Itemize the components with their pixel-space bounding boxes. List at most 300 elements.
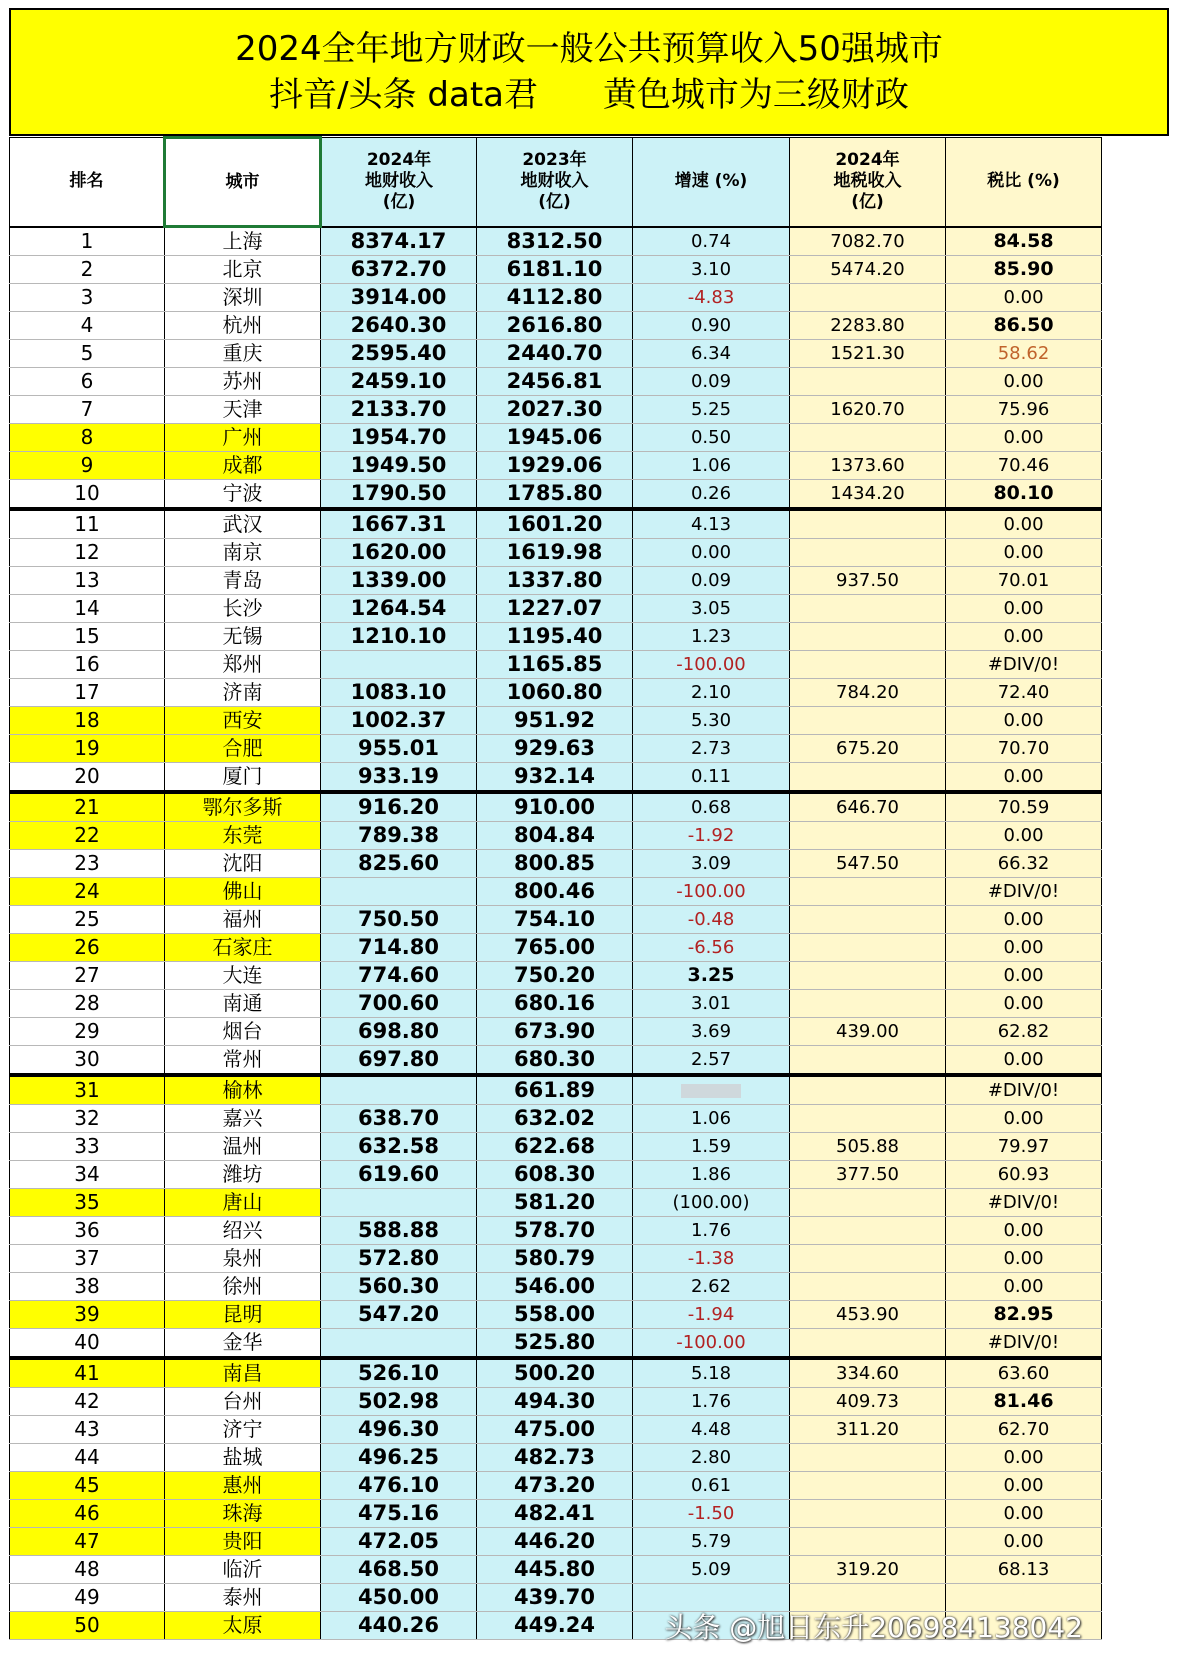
cell-revenue-2023[interactable]: 2616.80 (477, 312, 633, 340)
cell-city[interactable]: 苏州 (165, 368, 321, 396)
cell-revenue-2023[interactable]: 800.85 (477, 850, 633, 878)
cell-rank[interactable]: 43 (10, 1416, 165, 1444)
cell-rank[interactable]: 12 (10, 539, 165, 567)
cell-tax-2024[interactable] (790, 962, 946, 990)
cell-city[interactable]: 唐山 (165, 1189, 321, 1217)
cell-revenue-2023[interactable]: 608.30 (477, 1161, 633, 1189)
cell-rank[interactable]: 11 (10, 509, 165, 539)
cell-growth[interactable]: 5.30 (633, 707, 790, 735)
cell-tax-2024[interactable] (790, 1217, 946, 1245)
cell-rank[interactable]: 32 (10, 1105, 165, 1133)
cell-revenue-2024[interactable]: 1083.10 (321, 679, 477, 707)
cell-revenue-2023[interactable]: 804.84 (477, 822, 633, 850)
cell-revenue-2023[interactable]: 622.68 (477, 1133, 633, 1161)
cell-revenue-2024[interactable] (321, 1189, 477, 1217)
cell-revenue-2024[interactable]: 526.10 (321, 1358, 477, 1388)
cell-tax-ratio[interactable]: 0.00 (946, 962, 1102, 990)
cell-tax-ratio[interactable]: 0.00 (946, 934, 1102, 962)
cell-tax-2024[interactable] (790, 1245, 946, 1273)
cell-revenue-2024[interactable]: 476.10 (321, 1472, 477, 1500)
cell-tax-ratio[interactable]: 0.00 (946, 707, 1102, 735)
cell-rank[interactable]: 10 (10, 480, 165, 510)
header-city[interactable]: 城市 (165, 138, 321, 227)
cell-city[interactable]: 榆林 (165, 1075, 321, 1105)
cell-revenue-2024[interactable]: 547.20 (321, 1301, 477, 1329)
cell-rank[interactable]: 24 (10, 878, 165, 906)
header-tax-ratio[interactable]: 税比 (%) (946, 138, 1102, 227)
cell-tax-ratio[interactable]: 0.00 (946, 509, 1102, 539)
cell-tax-ratio[interactable]: 0.00 (946, 1273, 1102, 1301)
cell-rank[interactable]: 45 (10, 1472, 165, 1500)
cell-revenue-2023[interactable]: 558.00 (477, 1301, 633, 1329)
cell-tax-ratio[interactable]: 0.00 (946, 822, 1102, 850)
cell-city[interactable]: 深圳 (165, 284, 321, 312)
cell-tax-2024[interactable] (790, 651, 946, 679)
cell-tax-2024[interactable] (790, 284, 946, 312)
cell-rank[interactable]: 31 (10, 1075, 165, 1105)
cell-city[interactable]: 温州 (165, 1133, 321, 1161)
cell-tax-ratio[interactable]: 81.46 (946, 1388, 1102, 1416)
cell-rank[interactable]: 8 (10, 424, 165, 452)
cell-growth[interactable]: 3.01 (633, 990, 790, 1018)
cell-city[interactable]: 无锡 (165, 623, 321, 651)
cell-tax-2024[interactable] (790, 424, 946, 452)
cell-revenue-2024[interactable]: 1949.50 (321, 452, 477, 480)
cell-revenue-2024[interactable]: 632.58 (321, 1133, 477, 1161)
cell-tax-ratio[interactable]: 0.00 (946, 1046, 1102, 1076)
cell-tax-2024[interactable]: 1521.30 (790, 340, 946, 368)
cell-city[interactable]: 济南 (165, 679, 321, 707)
cell-tax-ratio[interactable]: 62.82 (946, 1018, 1102, 1046)
cell-revenue-2024[interactable]: 3914.00 (321, 284, 477, 312)
cell-revenue-2023[interactable]: 929.63 (477, 735, 633, 763)
cell-tax-ratio[interactable]: 85.90 (946, 256, 1102, 284)
cell-city[interactable]: 珠海 (165, 1500, 321, 1528)
cell-revenue-2024[interactable]: 1339.00 (321, 567, 477, 595)
cell-revenue-2023[interactable]: 6181.10 (477, 256, 633, 284)
cell-city[interactable]: 绍兴 (165, 1217, 321, 1245)
cell-growth[interactable]: 1.06 (633, 452, 790, 480)
cell-tax-2024[interactable] (790, 1500, 946, 1528)
cell-tax-ratio[interactable]: 62.70 (946, 1416, 1102, 1444)
cell-tax-2024[interactable]: 377.50 (790, 1161, 946, 1189)
cell-revenue-2023[interactable]: 1195.40 (477, 623, 633, 651)
cell-revenue-2024[interactable]: 468.50 (321, 1556, 477, 1584)
cell-tax-ratio[interactable]: 0.00 (946, 539, 1102, 567)
cell-revenue-2024[interactable]: 933.19 (321, 763, 477, 793)
cell-rank[interactable]: 25 (10, 906, 165, 934)
cell-city[interactable]: 济宁 (165, 1416, 321, 1444)
cell-tax-ratio[interactable]: 86.50 (946, 312, 1102, 340)
cell-tax-ratio[interactable]: 80.10 (946, 480, 1102, 510)
cell-tax-2024[interactable]: 311.20 (790, 1416, 946, 1444)
cell-tax-ratio[interactable]: 68.13 (946, 1556, 1102, 1584)
cell-revenue-2024[interactable]: 1620.00 (321, 539, 477, 567)
cell-rank[interactable]: 15 (10, 623, 165, 651)
cell-revenue-2023[interactable]: 800.46 (477, 878, 633, 906)
cell-revenue-2023[interactable]: 1929.06 (477, 452, 633, 480)
cell-rank[interactable]: 46 (10, 1500, 165, 1528)
cell-revenue-2024[interactable] (321, 878, 477, 906)
cell-revenue-2024[interactable]: 560.30 (321, 1273, 477, 1301)
cell-revenue-2024[interactable]: 789.38 (321, 822, 477, 850)
cell-revenue-2024[interactable]: 1002.37 (321, 707, 477, 735)
cell-revenue-2023[interactable]: 449.24 (477, 1612, 633, 1640)
cell-growth[interactable]: 1.86 (633, 1161, 790, 1189)
cell-growth[interactable]: 0.61 (633, 1472, 790, 1500)
cell-rank[interactable]: 27 (10, 962, 165, 990)
cell-rank[interactable]: 5 (10, 340, 165, 368)
cell-growth[interactable]: 1.23 (633, 623, 790, 651)
cell-tax-ratio[interactable]: 0.00 (946, 906, 1102, 934)
cell-tax-ratio[interactable]: 72.40 (946, 679, 1102, 707)
cell-city[interactable]: 天津 (165, 396, 321, 424)
cell-city[interactable]: 福州 (165, 906, 321, 934)
cell-city[interactable]: 厦门 (165, 763, 321, 793)
cell-revenue-2023[interactable]: 1227.07 (477, 595, 633, 623)
cell-revenue-2024[interactable]: 572.80 (321, 1245, 477, 1273)
cell-revenue-2024[interactable]: 8374.17 (321, 227, 477, 256)
cell-revenue-2024[interactable] (321, 651, 477, 679)
cell-rank[interactable]: 17 (10, 679, 165, 707)
cell-tax-ratio[interactable]: 0.00 (946, 623, 1102, 651)
cell-growth[interactable]: 5.09 (633, 1556, 790, 1584)
cell-tax-2024[interactable] (790, 822, 946, 850)
cell-growth[interactable]: 6.34 (633, 340, 790, 368)
cell-tax-2024[interactable]: 784.20 (790, 679, 946, 707)
cell-revenue-2023[interactable]: 525.80 (477, 1329, 633, 1359)
cell-tax-ratio[interactable]: 79.97 (946, 1133, 1102, 1161)
cell-tax-2024[interactable]: 7082.70 (790, 227, 946, 256)
cell-revenue-2024[interactable]: 825.60 (321, 850, 477, 878)
cell-revenue-2023[interactable]: 482.41 (477, 1500, 633, 1528)
cell-city[interactable]: 宁波 (165, 480, 321, 510)
cell-revenue-2024[interactable]: 496.30 (321, 1416, 477, 1444)
cell-rank[interactable]: 18 (10, 707, 165, 735)
cell-rank[interactable]: 2 (10, 256, 165, 284)
cell-growth[interactable]: -6.56 (633, 934, 790, 962)
cell-revenue-2023[interactable]: 578.70 (477, 1217, 633, 1245)
cell-growth[interactable]: -1.50 (633, 1500, 790, 1528)
cell-tax-2024[interactable] (790, 1105, 946, 1133)
cell-tax-ratio[interactable]: 0.00 (946, 1528, 1102, 1556)
cell-city[interactable]: 惠州 (165, 1472, 321, 1500)
cell-revenue-2024[interactable]: 502.98 (321, 1388, 477, 1416)
cell-revenue-2023[interactable]: 446.20 (477, 1528, 633, 1556)
cell-rank[interactable]: 35 (10, 1189, 165, 1217)
cell-tax-2024[interactable] (790, 763, 946, 793)
cell-growth[interactable]: 0.50 (633, 424, 790, 452)
cell-revenue-2024[interactable]: 1210.10 (321, 623, 477, 651)
cell-city[interactable]: 太原 (165, 1612, 321, 1640)
cell-tax-ratio[interactable]: 0.00 (946, 990, 1102, 1018)
cell-tax-ratio[interactable]: 70.46 (946, 452, 1102, 480)
cell-tax-2024[interactable]: 937.50 (790, 567, 946, 595)
cell-growth[interactable]: -1.92 (633, 822, 790, 850)
cell-rank[interactable]: 26 (10, 934, 165, 962)
cell-rank[interactable]: 19 (10, 735, 165, 763)
cell-tax-ratio[interactable]: #DIV/0! (946, 1329, 1102, 1359)
cell-growth[interactable]: -100.00 (633, 878, 790, 906)
cell-city[interactable]: 常州 (165, 1046, 321, 1076)
cell-city[interactable]: 佛山 (165, 878, 321, 906)
cell-tax-2024[interactable]: 505.88 (790, 1133, 946, 1161)
cell-revenue-2023[interactable]: 932.14 (477, 763, 633, 793)
cell-city[interactable]: 南昌 (165, 1358, 321, 1388)
cell-revenue-2024[interactable] (321, 1329, 477, 1359)
cell-growth[interactable]: -1.38 (633, 1245, 790, 1273)
cell-revenue-2023[interactable]: 475.00 (477, 1416, 633, 1444)
cell-growth[interactable]: -100.00 (633, 1329, 790, 1359)
cell-revenue-2024[interactable]: 714.80 (321, 934, 477, 962)
cell-revenue-2023[interactable]: 473.20 (477, 1472, 633, 1500)
cell-city[interactable]: 杭州 (165, 312, 321, 340)
cell-city[interactable]: 东莞 (165, 822, 321, 850)
cell-growth[interactable]: 0.09 (633, 368, 790, 396)
cell-growth[interactable]: 1.06 (633, 1105, 790, 1133)
cell-tax-ratio[interactable]: 0.00 (946, 1245, 1102, 1273)
cell-rank[interactable]: 42 (10, 1388, 165, 1416)
cell-revenue-2023[interactable]: 2456.81 (477, 368, 633, 396)
cell-revenue-2024[interactable]: 2595.40 (321, 340, 477, 368)
cell-revenue-2023[interactable]: 1337.80 (477, 567, 633, 595)
cell-city[interactable]: 盐城 (165, 1444, 321, 1472)
cell-growth[interactable]: 1.76 (633, 1217, 790, 1245)
cell-revenue-2024[interactable]: 750.50 (321, 906, 477, 934)
cell-revenue-2023[interactable]: 439.70 (477, 1584, 633, 1612)
cell-growth[interactable]: 1.59 (633, 1133, 790, 1161)
cell-tax-2024[interactable]: 1434.20 (790, 480, 946, 510)
cell-tax-2024[interactable]: 675.20 (790, 735, 946, 763)
cell-rank[interactable]: 39 (10, 1301, 165, 1329)
cell-revenue-2023[interactable]: 661.89 (477, 1075, 633, 1105)
cell-tax-2024[interactable] (790, 1329, 946, 1359)
cell-revenue-2024[interactable]: 6372.70 (321, 256, 477, 284)
cell-rank[interactable]: 13 (10, 567, 165, 595)
cell-tax-2024[interactable] (790, 1046, 946, 1076)
header-revenue-2024[interactable] (321, 138, 477, 227)
cell-growth[interactable]: 5.79 (633, 1528, 790, 1556)
cell-tax-ratio[interactable]: 0.00 (946, 1217, 1102, 1245)
cell-city[interactable]: 上海 (165, 227, 321, 256)
cell-tax-ratio[interactable]: 0.00 (946, 368, 1102, 396)
cell-revenue-2024[interactable]: 496.25 (321, 1444, 477, 1472)
cell-revenue-2023[interactable]: 4112.80 (477, 284, 633, 312)
cell-revenue-2023[interactable]: 500.20 (477, 1358, 633, 1388)
cell-growth[interactable]: -4.83 (633, 284, 790, 312)
cell-revenue-2024[interactable]: 1954.70 (321, 424, 477, 452)
cell-revenue-2023[interactable]: 1619.98 (477, 539, 633, 567)
cell-city[interactable]: 西安 (165, 707, 321, 735)
cell-revenue-2023[interactable]: 754.10 (477, 906, 633, 934)
cell-city[interactable]: 临沂 (165, 1556, 321, 1584)
cell-tax-ratio[interactable]: 84.58 (946, 227, 1102, 256)
cell-tax-ratio[interactable]: 60.93 (946, 1161, 1102, 1189)
cell-revenue-2023[interactable]: 482.73 (477, 1444, 633, 1472)
cell-city[interactable]: 重庆 (165, 340, 321, 368)
cell-tax-2024[interactable] (790, 509, 946, 539)
cell-tax-2024[interactable] (790, 368, 946, 396)
cell-rank[interactable]: 37 (10, 1245, 165, 1273)
cell-tax-2024[interactable] (790, 878, 946, 906)
cell-growth[interactable]: 3.10 (633, 256, 790, 284)
cell-rank[interactable]: 50 (10, 1612, 165, 1640)
cell-city[interactable]: 泰州 (165, 1584, 321, 1612)
cell-growth[interactable]: 4.48 (633, 1416, 790, 1444)
cell-growth[interactable]: 0.90 (633, 312, 790, 340)
cell-tax-ratio[interactable]: 0.00 (946, 424, 1102, 452)
cell-tax-ratio[interactable]: 63.60 (946, 1358, 1102, 1388)
cell-tax-2024[interactable] (790, 1444, 946, 1472)
header-tax-2024[interactable] (790, 138, 946, 227)
cell-rank[interactable]: 48 (10, 1556, 165, 1584)
cell-growth[interactable]: 0.74 (633, 227, 790, 256)
cell-growth[interactable]: 0.09 (633, 567, 790, 595)
cell-rank[interactable]: 38 (10, 1273, 165, 1301)
cell-tax-ratio[interactable]: 70.59 (946, 792, 1102, 822)
cell-growth[interactable]: 2.57 (633, 1046, 790, 1076)
cell-rank[interactable]: 33 (10, 1133, 165, 1161)
cell-growth[interactable]: -0.48 (633, 906, 790, 934)
cell-rank[interactable]: 14 (10, 595, 165, 623)
cell-tax-2024[interactable] (790, 595, 946, 623)
cell-city[interactable]: 沈阳 (165, 850, 321, 878)
cell-rank[interactable]: 16 (10, 651, 165, 679)
cell-tax-ratio[interactable]: 66.32 (946, 850, 1102, 878)
cell-city[interactable]: 长沙 (165, 595, 321, 623)
cell-tax-2024[interactable]: 409.73 (790, 1388, 946, 1416)
cell-tax-ratio[interactable]: 0.00 (946, 284, 1102, 312)
cell-revenue-2024[interactable]: 697.80 (321, 1046, 477, 1076)
cell-growth[interactable]: 2.80 (633, 1444, 790, 1472)
cell-city[interactable]: 北京 (165, 256, 321, 284)
cell-revenue-2024[interactable]: 1264.54 (321, 595, 477, 623)
cell-rank[interactable]: 6 (10, 368, 165, 396)
header-rank[interactable]: 排名 (10, 138, 165, 227)
cell-growth[interactable]: 3.69 (633, 1018, 790, 1046)
cell-tax-2024[interactable] (790, 1075, 946, 1105)
cell-rank[interactable]: 49 (10, 1584, 165, 1612)
cell-revenue-2024[interactable]: 588.88 (321, 1217, 477, 1245)
cell-tax-2024[interactable]: 334.60 (790, 1358, 946, 1388)
cell-city[interactable]: 合肥 (165, 735, 321, 763)
cell-revenue-2023[interactable]: 580.79 (477, 1245, 633, 1273)
cell-tax-2024[interactable]: 1620.70 (790, 396, 946, 424)
cell-tax-2024[interactable] (790, 707, 946, 735)
cell-rank[interactable]: 41 (10, 1358, 165, 1388)
cell-city[interactable]: 昆明 (165, 1301, 321, 1329)
cell-tax-ratio[interactable]: 0.00 (946, 1500, 1102, 1528)
cell-city[interactable]: 石家庄 (165, 934, 321, 962)
cell-tax-ratio[interactable]: #DIV/0! (946, 1189, 1102, 1217)
cell-tax-ratio[interactable]: #DIV/0! (946, 878, 1102, 906)
cell-rank[interactable]: 1 (10, 227, 165, 256)
cell-revenue-2024[interactable]: 2133.70 (321, 396, 477, 424)
cell-revenue-2023[interactable]: 680.16 (477, 990, 633, 1018)
cell-rank[interactable]: 9 (10, 452, 165, 480)
cell-tax-ratio[interactable]: 0.00 (946, 595, 1102, 623)
cell-tax-ratio[interactable]: 70.01 (946, 567, 1102, 595)
cell-revenue-2024[interactable]: 700.60 (321, 990, 477, 1018)
cell-revenue-2023[interactable]: 2027.30 (477, 396, 633, 424)
cell-city[interactable]: 金华 (165, 1329, 321, 1359)
cell-rank[interactable]: 29 (10, 1018, 165, 1046)
cell-growth[interactable]: 3.05 (633, 595, 790, 623)
cell-city[interactable]: 徐州 (165, 1273, 321, 1301)
cell-city[interactable]: 青岛 (165, 567, 321, 595)
cell-rank[interactable]: 34 (10, 1161, 165, 1189)
cell-revenue-2024[interactable]: 916.20 (321, 792, 477, 822)
cell-tax-2024[interactable]: 439.00 (790, 1018, 946, 1046)
cell-city[interactable]: 嘉兴 (165, 1105, 321, 1133)
cell-growth[interactable]: 0.68 (633, 792, 790, 822)
cell-rank[interactable]: 21 (10, 792, 165, 822)
cell-tax-2024[interactable] (790, 1528, 946, 1556)
cell-tax-2024[interactable] (790, 1273, 946, 1301)
cell-tax-ratio[interactable]: 0.00 (946, 763, 1102, 793)
cell-rank[interactable]: 36 (10, 1217, 165, 1245)
cell-tax-ratio[interactable]: 75.96 (946, 396, 1102, 424)
cell-growth[interactable]: 5.25 (633, 396, 790, 424)
cell-city[interactable]: 烟台 (165, 1018, 321, 1046)
cell-tax-ratio[interactable]: 0.00 (946, 1105, 1102, 1133)
cell-revenue-2023[interactable]: 1785.80 (477, 480, 633, 510)
cell-tax-ratio[interactable]: 0.00 (946, 1472, 1102, 1500)
cell-rank[interactable]: 22 (10, 822, 165, 850)
cell-city[interactable]: 潍坊 (165, 1161, 321, 1189)
cell-revenue-2024[interactable]: 2640.30 (321, 312, 477, 340)
cell-revenue-2023[interactable]: 2440.70 (477, 340, 633, 368)
cell-revenue-2024[interactable]: 440.26 (321, 1612, 477, 1640)
cell-tax-2024[interactable]: 319.20 (790, 1556, 946, 1584)
cell-tax-2024[interactable] (790, 990, 946, 1018)
cell-growth[interactable]: 3.09 (633, 850, 790, 878)
cell-revenue-2023[interactable]: 750.20 (477, 962, 633, 990)
cell-tax-ratio[interactable]: #DIV/0! (946, 651, 1102, 679)
cell-revenue-2023[interactable]: 765.00 (477, 934, 633, 962)
cell-revenue-2023[interactable]: 1165.85 (477, 651, 633, 679)
cell-tax-2024[interactable]: 547.50 (790, 850, 946, 878)
cell-growth[interactable]: 2.62 (633, 1273, 790, 1301)
cell-tax-2024[interactable] (790, 1472, 946, 1500)
cell-rank[interactable]: 30 (10, 1046, 165, 1076)
cell-growth[interactable]: 5.18 (633, 1358, 790, 1388)
cell-growth[interactable]: 2.73 (633, 735, 790, 763)
cell-city[interactable]: 南京 (165, 539, 321, 567)
cell-revenue-2023[interactable]: 632.02 (477, 1105, 633, 1133)
cell-revenue-2023[interactable]: 546.00 (477, 1273, 633, 1301)
cell-revenue-2024[interactable]: 450.00 (321, 1584, 477, 1612)
cell-revenue-2023[interactable]: 1945.06 (477, 424, 633, 452)
cell-revenue-2024[interactable]: 698.80 (321, 1018, 477, 1046)
cell-revenue-2023[interactable]: 951.92 (477, 707, 633, 735)
cell-tax-2024[interactable] (790, 934, 946, 962)
cell-city[interactable]: 南通 (165, 990, 321, 1018)
cell-city[interactable]: 贵阳 (165, 1528, 321, 1556)
cell-revenue-2023[interactable]: 494.30 (477, 1388, 633, 1416)
cell-growth[interactable]: -1.94 (633, 1301, 790, 1329)
cell-tax-2024[interactable]: 1373.60 (790, 452, 946, 480)
cell-revenue-2024[interactable]: 475.16 (321, 1500, 477, 1528)
cell-rank[interactable]: 20 (10, 763, 165, 793)
cell-city[interactable]: 成都 (165, 452, 321, 480)
cell-revenue-2023[interactable]: 581.20 (477, 1189, 633, 1217)
cell-city[interactable]: 大连 (165, 962, 321, 990)
cell-tax-2024[interactable]: 453.90 (790, 1301, 946, 1329)
cell-growth[interactable]: 0.11 (633, 763, 790, 793)
cell-revenue-2023[interactable]: 673.90 (477, 1018, 633, 1046)
cell-revenue-2024[interactable]: 619.60 (321, 1161, 477, 1189)
